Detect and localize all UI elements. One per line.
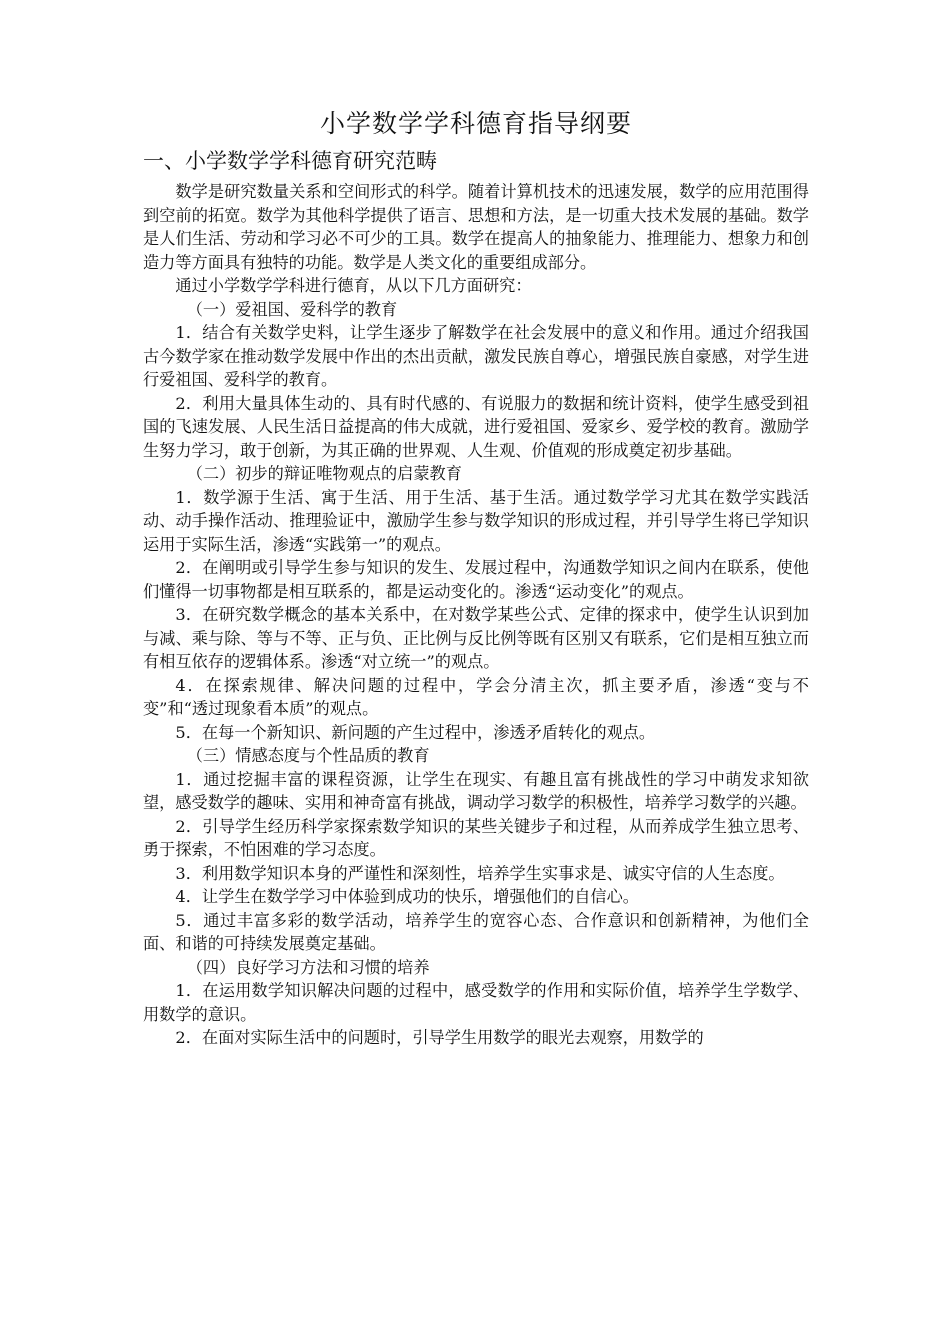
subsection-heading: （三）情感态度与个性品质的教育: [186, 746, 430, 765]
list-item: 5．通过丰富多彩的数学活动，培养学生的宽容心态、合作意识和创新精神，为他们全面、和谐的可持续发展奠定基础。: [143, 910, 809, 953]
list-item: 3．在研究数学概念的基本关系中，在对数学某些公式、定律的探求中，使学生认识到加与减、乘与除、等与不等、正与负、正比例与反比例等既有区别又有联系，它们是相互独立而有相互依存的逻辑体系。渗透“对立统一”的观点。: [143, 605, 809, 671]
list-item: 2．在面对实际生活中的问题时，引导学生用数学的眼光去观察，用数学的: [175, 1028, 704, 1047]
intro-paragraph: 数学是研究数量关系和空间形式的科学。随着计算机技术的迅速发展，数学的应用范围得到空前的拓宽。数学为其他科学提供了语言、思想和方法，是一切重大技术发展的基础。数学是人们生活、劳动和学习必不可少的工具。数学在提高人的抽象能力、推理能力、想象力和创造力等方面具有独特的功能。数学是人类文化的重要组成部分。: [143, 182, 809, 272]
list-item: 1．在运用数学知识解决问题的过程中，感受数学的作用和实际价值，培养学生学数学、用数学的意识。: [143, 981, 809, 1024]
list-item: 1．数学源于生活、寓于生活、用于生活、基于生活。通过数学学习尤其在数学实践活动、动手操作活动、推理验证中，激励学生参与数学知识的形成过程，并引导学生将已学知识运用于实际生活，渗透“实践第一”的观点。: [143, 487, 809, 554]
list-item: 3．利用数学知识本身的严谨性和深刻性，培养学生实事求是、诚实守信的人生态度。: [175, 863, 785, 883]
list-item: 5．在每一个新知识、新问题的产生过程中，渗透矛盾转化的观点。: [175, 722, 656, 742]
list-item: 4．让学生在数学学习中体验到成功的快乐，增强他们的自信心。: [175, 887, 639, 906]
subsection-heading: （四）良好学习方法和习惯的培养: [186, 957, 430, 977]
document-title: 小学数学学科德育指导纲要: [319, 109, 632, 138]
list-item: 4．在探索规律、解决问题的过程中，学会分清主次，抓主要矛盾，渗透“变与不变”和“透过现象看本质”的观点。: [143, 675, 809, 718]
subsection-heading: （一）爱祖国、爱科学的教育: [186, 299, 398, 319]
document-page: [143, 104, 809, 1050]
list-item: 1．结合有关数学史料，让学生逐步了解数学在社会发展中的意义和作用。通过介绍我国古今数学家在推动数学发展中作出的杰出贡献，激发民族自尊心，增强民族自豪感，对学生进行爱祖国、爱科学的教育。: [143, 323, 809, 389]
list-item: 2．引导学生经历科学家探索数学知识的某些关键步子和过程，从而养成学生独立思考、勇于探索，不怕困难的学习态度。: [143, 816, 809, 859]
subsection-heading: （二）初步的辩证唯物观点的启蒙教育: [186, 464, 462, 483]
lead-paragraph: 通过小学数学学科进行德育，从以下几方面研究：: [175, 276, 532, 295]
section-heading: 一、小学数学学科德育研究范畴: [143, 149, 437, 173]
list-item: 2．在阐明或引导学生参与知识的发生、发展过程中，沟通数学知识之间内在联系，使他们懂得一切事物都是相互联系的，都是运动变化的。渗透“运动变化”的观点。: [143, 558, 809, 601]
list-item: 2．利用大量具体生动的、具有时代感的、有说服力的数据和统计资料，使学生感受到祖国的飞速发展、人民生活日益提高的伟大成就，进行爱祖国、爱家乡、爱学校的教育。激励学生努力学习，敢于创新，为其正确的世界观、人生观、价值观的形成奠定初步基础。: [143, 393, 809, 460]
list-item: 1．通过挖掘丰富的课程资源，让学生在现实、有趣且富有挑战性的学习中萌发求知欲望，感受数学的趣味、实用和神奇富有挑战，调动学习数学的积极性，培养学习数学的兴趣。: [143, 769, 809, 812]
